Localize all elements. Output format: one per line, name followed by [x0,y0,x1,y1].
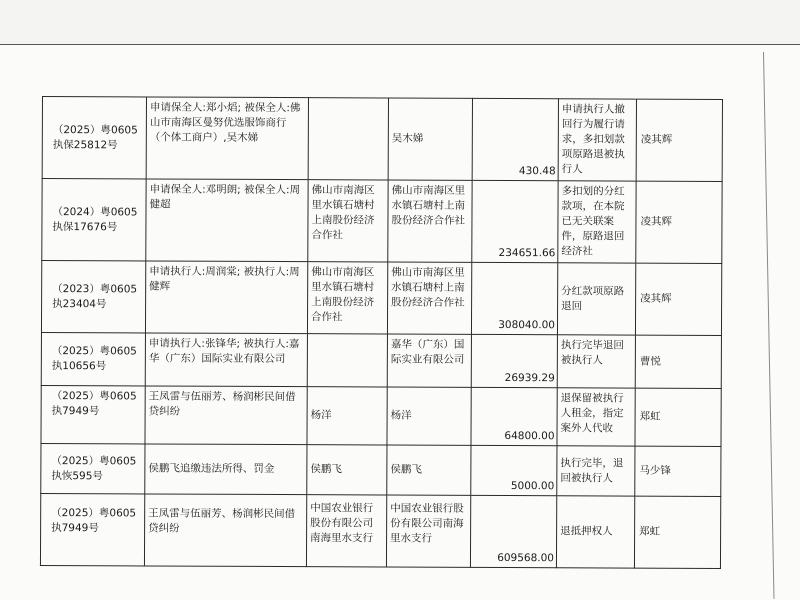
amount-cell: 430.48 [472,98,558,180]
table-row [41,261,721,336]
amount-cell: 234651.66 [472,180,558,262]
parties-cell: 王凤雷与伍丽芳、杨润彬民间借贷纠纷 [145,386,307,445]
parties-cell: 申请保全人:郑小熖; 被保全人:佛山市南海区曼努优选服饰商行（个体工商户）,吴木娣 [146,97,308,180]
table-row [41,443,721,496]
table-row [41,332,721,388]
judge-cell: 郑虹 [635,388,721,446]
case-number: （2025）粤0605执7949号 [40,493,144,565]
parties-cell: 王凤雷与伍丽芳、杨润彬民间借贷纠纷 [144,494,306,567]
case-number: （2025）粤0605执恢595号 [41,443,145,493]
judge-cell: 马少锋 [635,446,721,496]
judge-cell: 凌其辉 [636,99,722,181]
judge-cell: 凌其辉 [635,263,721,335]
note-cell: 执行完毕退回被执行人 [557,335,635,388]
refund-table [40,96,723,569]
parties-cell: 申请保全人:邓明朗; 被保全人:周健超 [146,179,308,262]
payer-cell [307,334,387,387]
case-number: （2023）粤0605执23404号 [41,261,145,333]
payee-cell: 佛山市南海区里水镇石塘村上南股份经济合作社 [387,262,471,334]
case-number: （2025）粤0605执保25812号 [42,97,146,179]
payee-cell: 杨洋 [387,387,471,445]
payer-cell [308,98,388,180]
note-cell: 退抵押权人 [556,496,634,568]
payee-cell: 侯鹏飞 [387,445,471,495]
judge-cell: 凌其辉 [636,181,722,263]
amount-cell: 5000.00 [471,445,557,495]
payer-cell: 佛山市南海区里水镇石塘村上南股份经济合作社 [308,180,388,262]
payer-cell: 侯鹏飞 [307,445,387,495]
payee-cell: 吴木娣 [388,98,472,180]
table-row [42,97,722,182]
table-row [41,385,721,446]
payee-cell: 中国农业银行股份有限公司南海里水支行 [386,495,470,567]
judge-cell: 郑虹 [634,496,720,568]
parties-cell: 申请执行人:周润棠; 被执行人:周健辉 [145,261,307,334]
payer-cell: 中国农业银行股份有限公司南海里水支行 [306,495,386,567]
table-row [40,493,720,568]
case-number: （2024）粤0605执保17676号 [42,179,146,261]
payer-cell: 佛山市南海区里水镇石塘村上南股份经济合作社 [307,262,387,334]
amount-cell: 26939.29 [471,334,557,387]
parties-cell: 申请执行人:张锋华; 被执行人:嘉华（广东）国际实业有限公司 [145,333,307,387]
note-cell: 多扣划的分红款项，在本院已无关联案件，原路退回经济社 [558,181,636,263]
amount-cell: 609568.00 [470,495,556,567]
payer-cell: 杨洋 [307,387,387,445]
parties-cell: 侯鹏飞追缴违法所得、罚金 [145,444,307,495]
case-number: （2025）粤0605执10656号 [41,332,145,385]
note-cell: 申请执行人撤回行为履行请求，多扣划款项原路退被执行人 [558,99,636,181]
amount-cell: 308040.00 [471,262,557,334]
note-cell: 退保留被执行人租金，指定案外人代收 [557,388,635,446]
amount-cell: 64800.00 [471,387,557,445]
table-row [42,179,722,264]
payee-cell: 佛山市南海区里水镇石塘村上南股份经济合作社 [388,180,472,262]
note-cell: 执行完毕，退回被执行人 [557,446,635,496]
payee-cell: 嘉华（广东）国际实业有限公司 [387,334,471,387]
note-cell: 分红款项原路退回 [557,263,635,335]
case-number: （2025）粤0605执7949号 [41,385,145,443]
judge-cell: 曹悦 [635,335,721,388]
